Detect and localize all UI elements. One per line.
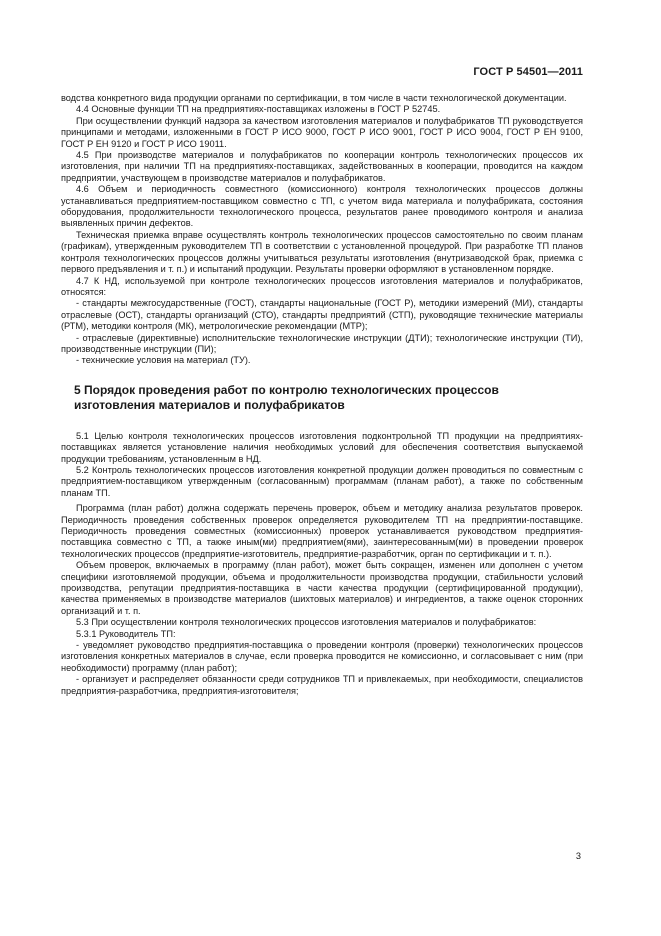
paragraph-4-4: 4.4 Основные функции ТП на предприятиях-поставщиках изложены в ГОСТ Р 52745. bbox=[76, 104, 441, 115]
paragraph-4-6: 4.6 Объем и периодичность совместного (комиссионного) контроля технологических процессов должны устанавливаться предприятием-поставщиком совместно с ТП, с учетом вида материала и полуфабриката, состояния оборудования, продолжительности технологического процесса, результатов ранее проводимого контроля и анализа выявленных причин дефектов. bbox=[61, 184, 583, 229]
page-body bbox=[61, 93, 583, 697]
paragraph-scope: Объем проверок, включаемых в программу (план работ), может быть сокращен, изменен или дополнен с учетом специфики изготовляемой продукции, объема и продолжительности производства продукции, стабильности условий производства, репутации предприятия-поставщика в части качества продукции (сертифицированной продукции), качества применяемых в производстве материалов (шихтовых материалов) и ингредиентов, а также оценок сторонних организаций и т. п. bbox=[61, 560, 583, 616]
page-number: 3 bbox=[575, 851, 581, 861]
paragraph-supervision: При осуществлении функций надзора за качеством изготовления материалов и полуфабрикатов ТП руководствуется принципами и методами, изложенными в ГОСТ Р ИСО 9000, ГОСТ Р ИСО 9001, ГОСТ Р ИСО 9004, ГОСТ Р ЕН 9100, ГОСТ Р ЕН 9120 и ГОСТ Р ИСО 19011. bbox=[61, 115, 583, 149]
list-item-instructions: - отраслевые (директивные) исполнительские технологические инструкции (ДТИ); технологические инструкции (ТИ), производственные инструкции (ПИ); bbox=[61, 332, 583, 354]
section-5-heading: 5 Порядок проведения работ по контролю технологических процессов изготовления материалов и полуфабрикатов bbox=[74, 382, 499, 412]
paragraph-5-1: 5.1 Целью контроля технологических процессов изготовления подконтрольной ТП продукции на предприятиях-поставщиках является установление наличия необходимых условий для обеспечения соответствия выпускаемой продукции требованиям, установленным в НД. bbox=[61, 430, 583, 464]
paragraph-program: Программа (план работ) должна содержать перечень проверок, объем и методику анализа результатов проверок. Периодичность проведения собственных проверок определяется руководителем ТП на предприятии-поставщике. Периодичность проведения совместных (комиссионных) проверок устанавливается руководством предприятия-поставщика совместно с ТП, а также иным(ми) предприятием(ями), заинтересованным(ми) в проведении проверок технологических процессов (предприятие-изготовитель, предприятие-разработчик, орган по сертификации и т. п.). bbox=[61, 503, 583, 559]
list-item-specifications: - технические условия на материал (ТУ). bbox=[76, 355, 251, 366]
paragraph-4-5: 4.5 При производстве материалов и полуфабрикатов по кооперации контроль технологических процессов их изготовления, при наличии ТП на предприятиях-поставщиках, задействованных в кооперации, проводится на каждом предприятии, участвующем в производстве материалов и полуфабрикатов. bbox=[61, 150, 583, 183]
list-item-organize: - организует и распределяет обязанности среди сотрудников ТП и привлекаемых, при необходимости, специалистов предприятия-разработчика, предприятия-изготовителя; bbox=[61, 674, 583, 696]
paragraph-5-2: 5.2 Контроль технологических процессов изготовления конкретной продукции должен проводиться по совместным с предприятием-поставщиком утвержденным (согласованным) программам (планам работ), а также по собственным планам ТП. bbox=[61, 464, 583, 498]
paragraph-technical-acceptance: Техническая приемка вправе осуществлять контроль технологических процессов самостоятельно по своим планам (графикам), утвержденным руководителем ТП в соответствии с установленной процедурой. При разработке ТП планов контроля технологических процессов должны учитываться результаты изготовления (внутризаводской брак, приемка с первого предъявления и т. п.) и испытаний продукции. Результаты проверки оформляют в установленном порядке. bbox=[61, 229, 583, 275]
paragraph-5-3: 5.3 При осуществлении контроля технологических процессов изготовления материалов и полуфабрикатов: bbox=[76, 617, 537, 628]
document-designation: ГОСТ Р 54501—2011 bbox=[473, 66, 583, 78]
list-item-standards: - стандарты межгосударственные (ГОСТ), стандарты национальные (ГОСТ Р), методики измерений (МИ), стандарты отраслевые (ОСТ), стандарты организаций (СТО), стандарты предприятий (СТП), руководящие технические материалы (РТМ), методики контроля (МК), метрологические рекомендации (МТР); bbox=[61, 298, 583, 332]
paragraph-continuation: водства конкретного вида продукции органами по сертификации, в том числе в части технологической документации. bbox=[61, 93, 567, 103]
paragraph-4-7: 4.7 К НД, используемой при контроле технологических процессов изготовления материалов и полуфабрикатов, относятся: bbox=[61, 275, 583, 297]
paragraph-5-3-1: 5.3.1 Руководитель ТП: bbox=[76, 628, 176, 639]
list-item-notify: - уведомляет руководство предприятия-поставщика о проведении контроля (проверки) технологических процессов изготовления конкретных материалов в случае, если проверка проводится не комиссионно, и согласовывает с ним (при необходимости) программу (план работ); bbox=[61, 640, 583, 673]
